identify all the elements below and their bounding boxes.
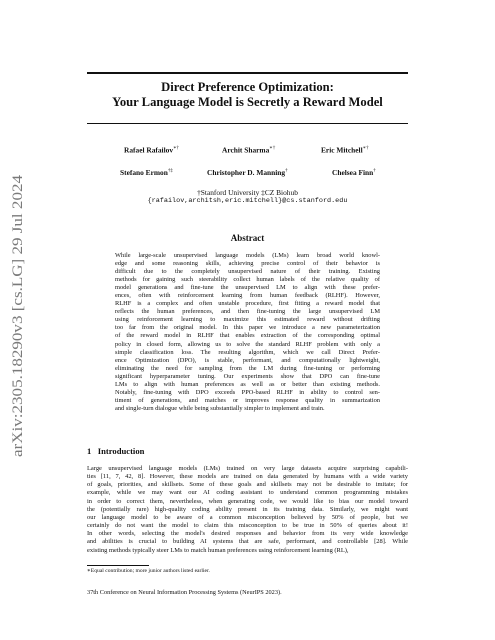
title-rule-top	[87, 72, 408, 74]
abstract-line: policy in closed form, allowing us to solve the standard RLHF problem with only a	[115, 340, 380, 348]
section-title: Introduction	[97, 446, 145, 456]
author: Christopher D. Manning†	[207, 168, 288, 177]
abstract-body	[115, 252, 380, 413]
author: Chelsea Finn†	[332, 168, 376, 177]
arxiv-id-text: arXiv:2305.18290v3 [cs.LG] 29 Jul 2024	[10, 216, 26, 457]
abstract-line: LMs to align with human preferences as well as or better than existing methods.	[115, 380, 380, 388]
abstract-line: Notably, fine-tuning with DPO exceeds PPO-based RLHF in ability to control sen-	[115, 388, 380, 396]
intro-line: in order to correct them, nevertheless, when generating code, we would like to bias our model toward	[87, 497, 408, 505]
abstract-line: methods for gaining such steerability collect human labels of the relative quality of	[115, 276, 380, 284]
abstract-line: simple classification loss. The resulting algorithm, which we call Direct Prefer-	[115, 348, 380, 356]
abstract-line: too far from the original model. In this paper we introduce a new parameterization	[115, 324, 380, 332]
title-rule-bottom	[87, 123, 408, 124]
abstract-line: using reinforcement learning to maximize this estimated reward without drifting	[115, 316, 380, 324]
author-email: {rafailov,architsh,eric.mitchell}@cs.stanford.edu	[147, 197, 348, 205]
abstract-line: timent of generations, and matches or improves response quality in summarization	[115, 396, 380, 404]
abstract-line: RLHF is a complex and often unstable procedure, first fitting a reward model that	[115, 300, 380, 308]
section-number: 1	[87, 446, 92, 456]
author: Archit Sharma∗†	[222, 145, 276, 155]
intro-line: our language model to be aware of a common misconception believed by 50% of people, but we	[87, 513, 408, 521]
author: Stefano Ermon†‡	[120, 168, 173, 177]
abstract-line: model generations and fine-tune the unsupervised LM to align with these prefer-	[115, 284, 380, 292]
intro-line: of goals, priorities, and skillsets. Some of these goals and skillsets may not be desirable to imitate; for	[87, 481, 408, 489]
abstract-heading: Abstract	[230, 233, 265, 243]
abstract-line: and single-turn dialogue while being substantially simpler to implement and train.	[115, 404, 325, 412]
intro-line: Large unsupervised language models (LMs) trained on very large datasets acquire surprising capabili-	[87, 465, 408, 472]
paper-title-line-2: Your Language Model is Secretly a Reward Model	[112, 95, 383, 109]
intro-line: the (potentially rare) high-quality coding ability present in its training data. Similarly, we might want	[87, 505, 408, 513]
intro-line: existing methods typically steer LMs to match human preferences using reinforcement learning (RL),	[87, 546, 349, 554]
abstract-line: While large-scale unsupervised language models (LMs) learn broad world knowl-	[115, 252, 380, 259]
abstract-line: of the reward model in RLHF that enables extraction of the corresponding optimal	[115, 332, 380, 340]
intro-line: certainly do not want the model to claim this misconception to be true in 50% of queries about it!	[87, 522, 408, 530]
arxiv-identifier	[6, 170, 28, 460]
abstract-line: ences, often with reinforcement learning from human feedback (RLHF). However,	[115, 292, 380, 300]
author: Rafael Rafailov∗†	[124, 145, 179, 155]
intro-line: In other words, selecting the model's desired responses and behavior from its very wide knowledge	[87, 530, 408, 538]
section-heading-introduction	[87, 446, 144, 456]
abstract-line: eliminating the need for sampling from the LM during fine-tuning or performing	[115, 364, 380, 372]
introduction-body	[87, 465, 408, 555]
abstract-line: reflects the human preferences, and then fine-tuning the large unsupervised LM	[115, 308, 380, 316]
paper-title-line-1: Direct Preference Optimization:	[161, 80, 334, 94]
author: Eric Mitchell∗†	[321, 145, 369, 155]
abstract-line: ence Optimization (DPO), is stable, performant, and computationally lightweight,	[115, 356, 380, 364]
intro-line: example, while we may want our AI coding assistant to understand common programming mistakes	[87, 489, 408, 497]
intro-line: and abilities is crucial to building AI systems that are safe, performant, and controllable [28]. While	[87, 538, 408, 546]
footnote: ∗Equal contribution; more junior authors listed earlier.	[87, 568, 210, 574]
footnote-rule	[87, 565, 149, 566]
abstract-line: difficult due to the completely unsupervised nature of their training. Existing	[115, 268, 380, 276]
abstract-line: significant hyperparameter tuning. Our experiments show that DPO can fine-tune	[115, 372, 380, 380]
affiliation: †Stanford University ‡CZ Biohub	[197, 188, 298, 197]
abstract-line: edge and some reasoning skills, achieving precise control of their behavior is	[115, 260, 380, 268]
venue-footer: 37th Conference on Neural Information Processing Systems (NeurIPS 2023).	[87, 589, 282, 596]
intro-line: ties [11, 7, 42, 8]. However, these models are trained on data generated by humans with a wide variety	[87, 473, 408, 481]
